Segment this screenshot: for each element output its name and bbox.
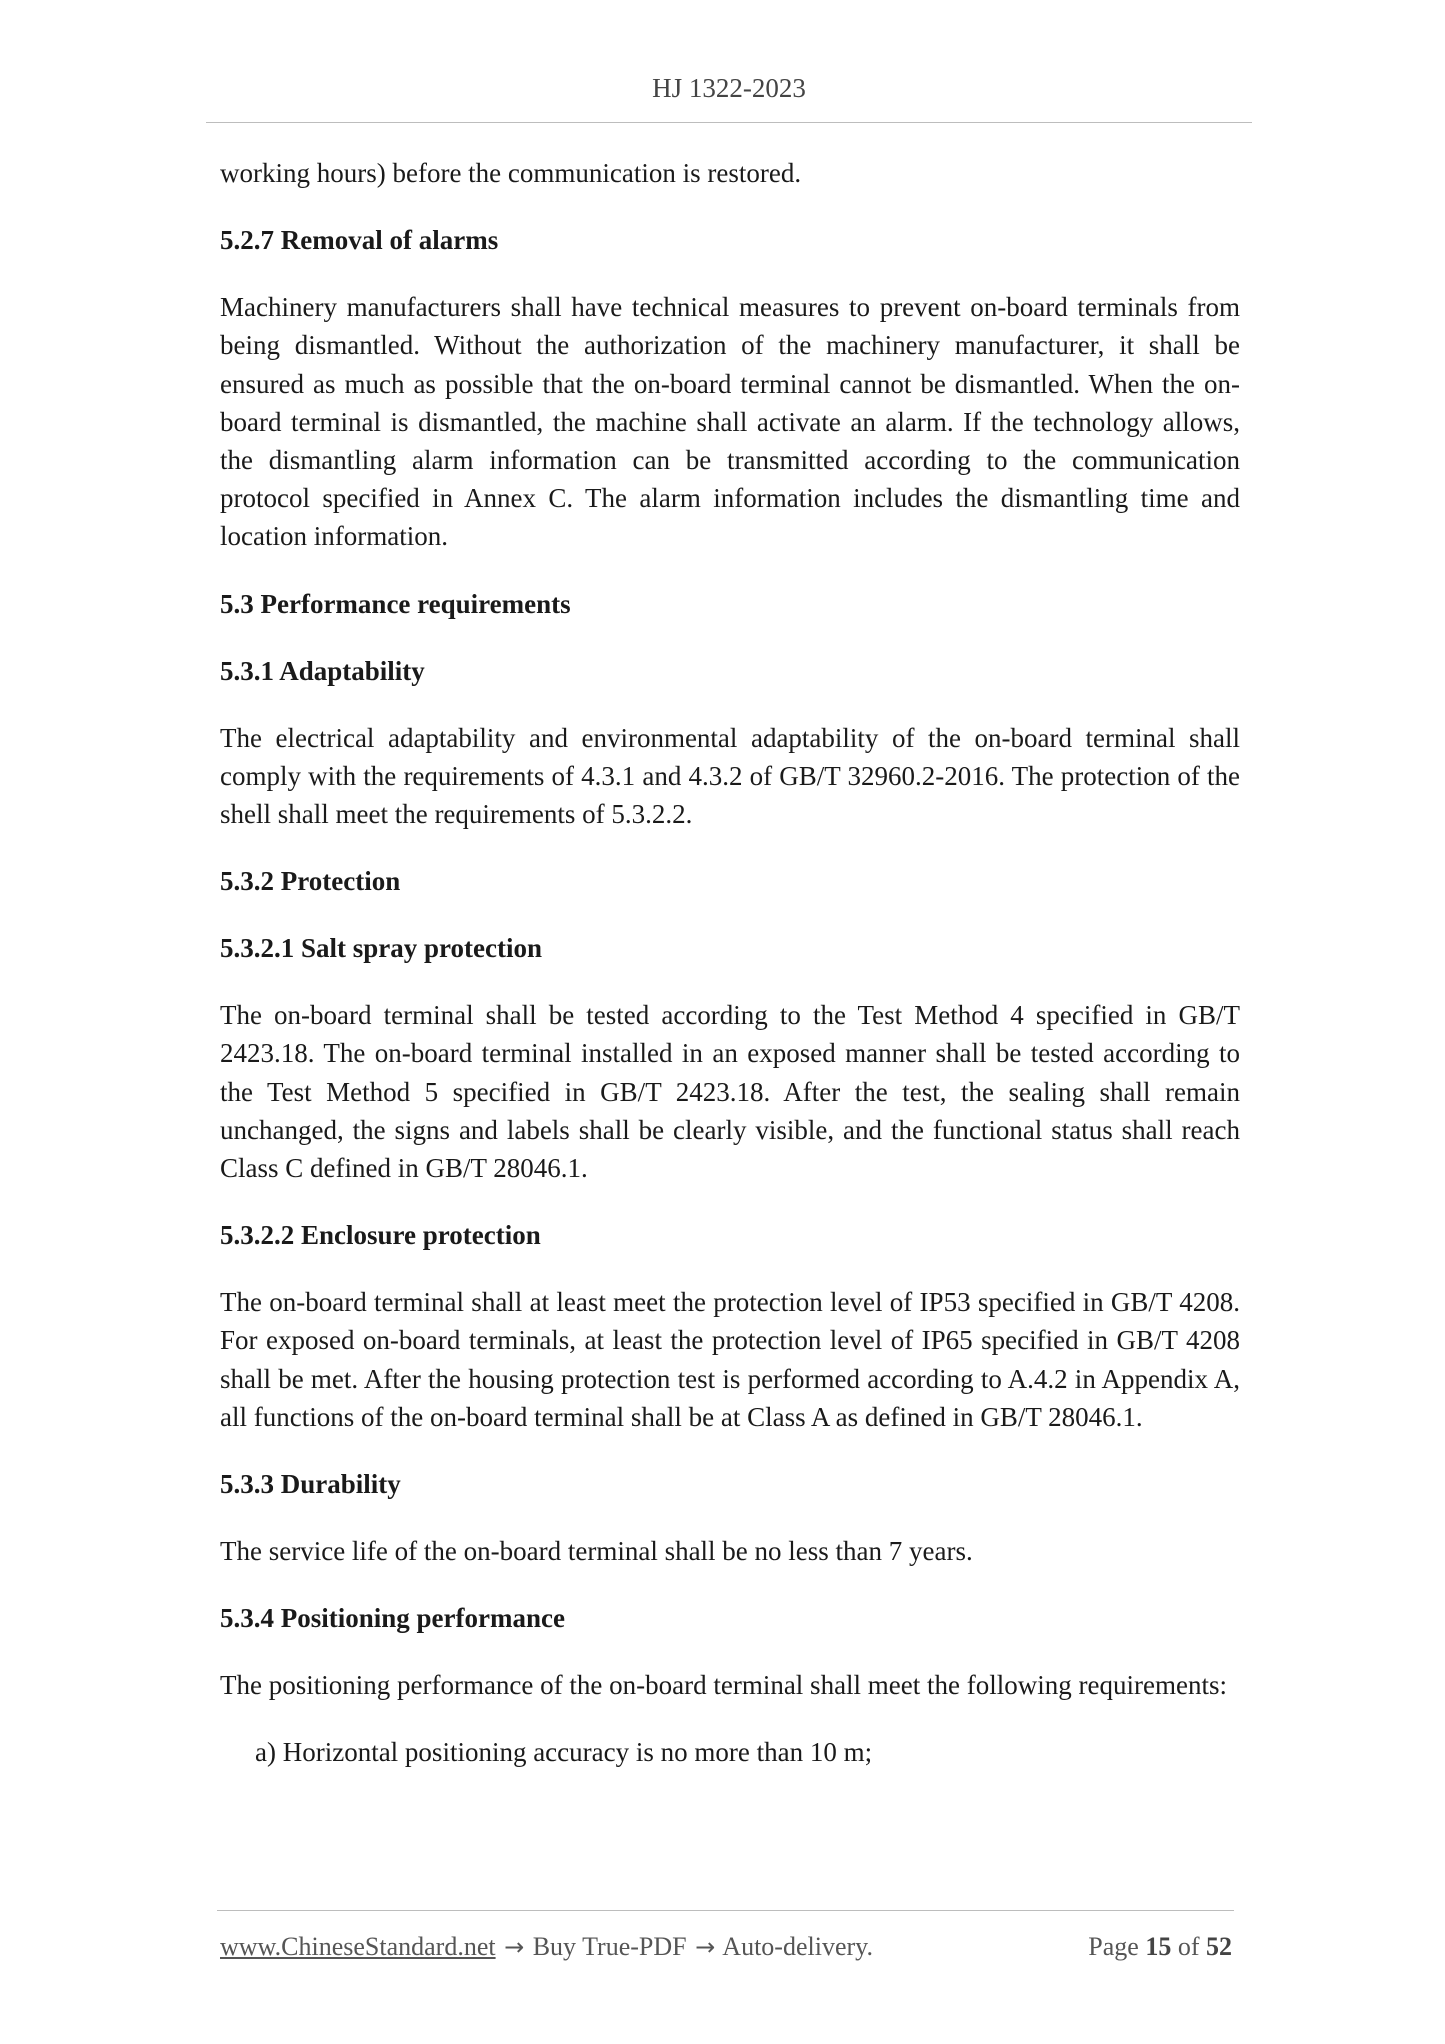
- heading-5-3: 5.3 Performance requirements: [220, 588, 571, 619]
- of-label: of: [1177, 1932, 1200, 1961]
- paragraph-enclosure-protection: The on-board terminal shall at least meet the protection level of IP53 specified in GB/T 4208. For exposed on-board terminals, at least the protection level of IP65 specified in GB/T 4208 shall be met. After the housing protection test is performed according to A.4.2 in Appendix A, all functions of the on-board terminal shall be at Class A as defined in GB/T 28046.1.: [220, 1287, 1240, 1432]
- footer-divider: [217, 1910, 1234, 1911]
- list-item: a) Horizontal positioning accuracy is no more than 10 m;: [255, 1737, 873, 1768]
- paragraph-continuation: working hours) before the communication is restored.: [220, 158, 802, 188]
- heading-5-3-3: 5.3.3 Durability: [220, 1469, 401, 1500]
- heading-5-3-2: 5.3.2 Protection: [220, 866, 401, 897]
- buy-true-pdf-text: Buy True-PDF: [532, 1932, 687, 1961]
- heading-5-3-2-2: 5.3.2.2 Enclosure protection: [220, 1220, 541, 1251]
- heading-5-2-7: 5.2.7 Removal of alarms: [220, 225, 499, 256]
- paragraph-durability: The service life of the on-board terminal shall be no less than 7 years.: [220, 1536, 973, 1567]
- page-footer: [220, 1928, 1232, 1966]
- header-divider: [206, 122, 1252, 123]
- heading-5-3-4: 5.3.4 Positioning performance: [220, 1603, 565, 1634]
- arrow-right-icon: →: [695, 1933, 716, 1961]
- footer-promo: [220, 1928, 873, 1966]
- site-link[interactable]: www.ChineseStandard.net: [220, 1932, 496, 1961]
- total-pages: 52: [1206, 1932, 1232, 1961]
- heading-5-3-1: 5.3.1 Adaptability: [220, 655, 425, 686]
- page-label: Page: [1088, 1932, 1139, 1961]
- paragraph-adaptability: The electrical adaptability and environmental adaptability of the on-board terminal shall comply with the requirements of 4.3.1 and 4.3.2 of GB/T 32960.2-2016. The protection of the shell shall meet the requirements of 5.3.2.2.: [220, 722, 1240, 830]
- page-content: [220, 154, 1240, 1772]
- auto-delivery-text: Auto-delivery.: [722, 1932, 873, 1961]
- paragraph-salt-spray: The on-board terminal shall be tested according to the Test Method 4 specified in GB/T 2423.18. The on-board terminal installed in an exposed manner shall be tested according to the Test Method 5 specified in GB/T 2423.18. After the test, the sealing shall remain unchanged, the signs and labels shall be clearly visible, and the functional status shall reach Class C defined in GB/T 28046.1.: [220, 1000, 1240, 1184]
- arrow-right-icon: →: [504, 1933, 525, 1961]
- current-page: 15: [1145, 1932, 1172, 1961]
- page-header: [206, 70, 1252, 106]
- heading-5-3-2-1: 5.3.2.1 Salt spray protection: [220, 933, 542, 964]
- page-number: [1088, 1928, 1232, 1966]
- paragraph-positioning: The positioning performance of the on-board terminal shall meet the following requirements:: [220, 1670, 1227, 1701]
- paragraph-removal-of-alarms: Machinery manufacturers shall have technical measures to prevent on-board terminals from being dismantled. Without the authorization of the machinery manufacturer, it shall be ensured as much as possible that the on-board terminal cannot be dismantled. When the on-board terminal is dismantled, the machine shall activate an alarm. If the technology allows, the dismantling alarm information can be transmitted according to the communication protocol specified in Annex C. The alarm information includes the dismantling time and location information.: [220, 292, 1240, 552]
- document-code: HJ 1322-2023: [652, 73, 806, 103]
